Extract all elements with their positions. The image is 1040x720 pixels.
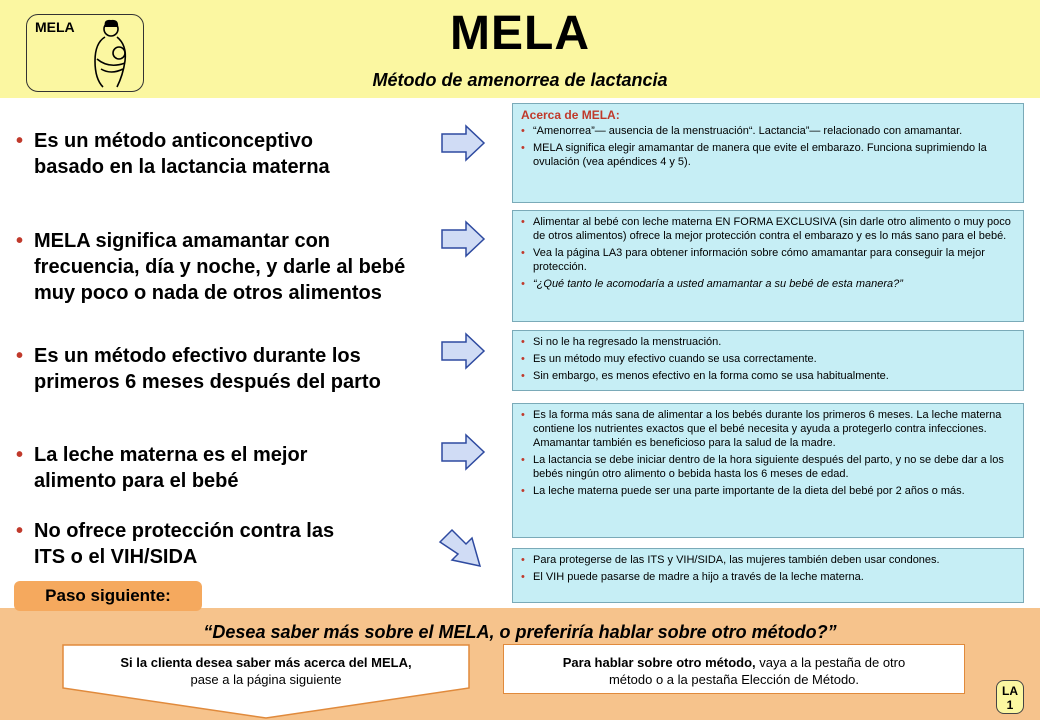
left-point-5: • No ofrece protección contra las ITS o el VIH/SIDA xyxy=(16,520,335,568)
list-item: • Sin embargo, es menos efectivo en la forma como se usa habitualmente. xyxy=(521,370,889,382)
list-item: • Es un método muy efectivo cuando se usa correctamente. xyxy=(521,353,817,365)
list-item: • “Amenorrea”— ausencia de la menstruación“. Lactancia”— relacionado con amamantar. xyxy=(521,125,963,137)
list-item: • La leche materna puede ser una parte importante de la dieta del bebé por 2 años o más. xyxy=(521,485,965,497)
list-item: • El VIH puede pasarse de madre a hijo a través de la leche materna. xyxy=(521,571,864,583)
page-title: MELA xyxy=(450,7,590,60)
left-point-2: • MELA significa amamantar con frecuencia, día y noche, y darle al bebé muy poco o nada de otros alimentos xyxy=(16,230,406,304)
footer-question: “Desea saber más sobre el MELA, o preferiría hablar sobre otro método?” xyxy=(203,622,837,642)
list-item: • Es la forma más sana de alimentar a los bebés durante los primeros 6 meses. La leche materna contiene los nutrientes exactos que el bebé necesita y ayuda a protegerlo contra infecciones. Amamantar también es beneficioso para la salud de la madre. xyxy=(521,409,1002,449)
list-item: • “¿Qué tanto le acomodaría a usted amamantar a su bebé de esta manera?” xyxy=(521,278,903,290)
left-point-4: • La leche materna es el mejor alimento para el bebé xyxy=(16,444,308,492)
other-method-cta[interactable]: Para hablar sobre otro método, vaya a la pestaña de otro método o a la pestaña Elección de Método. xyxy=(562,655,906,687)
left-point-3: • Es un método efectivo durante los primeros 6 meses después del parto xyxy=(16,345,381,393)
arrow-right-icon xyxy=(440,332,486,370)
bullet-dot: • xyxy=(16,130,24,152)
bullet-dot: • xyxy=(16,230,24,252)
info-box-sti-protection xyxy=(512,548,1024,603)
arrow-down-right-icon xyxy=(436,526,490,576)
info-box-effectiveness xyxy=(512,330,1024,391)
next-step-label: Paso siguiente: xyxy=(14,581,202,611)
arrow-right-icon xyxy=(440,124,486,162)
arrow-right-icon xyxy=(440,433,486,471)
list-item: • La lactancia se debe iniciar dentro de la hora siguiente después del parto, y no se debe dar a los bebés ningún otro alimento o bebida hasta los 6 meses de edad. xyxy=(521,454,1004,480)
arrow-right-icon xyxy=(440,220,486,258)
box-title: Acerca de MELA: xyxy=(521,108,620,122)
info-box-breast-milk xyxy=(512,403,1024,538)
bullet-dot: • xyxy=(16,520,24,542)
list-item: • Si no le ha regresado la menstruación. xyxy=(521,336,722,348)
page-subtitle: Método de amenorrea de lactancia xyxy=(372,70,668,90)
logo-label: MELA xyxy=(35,19,75,35)
list-item: • Alimentar al bebé con leche materna EN FORMA EXCLUSIVA (sin darle otro alimento o muy poco de otros alimentos) ofrece la mejor protección contra el embarazo y es lo más sano para el bebé. xyxy=(521,216,1011,242)
bullet-dot: • xyxy=(16,444,24,466)
left-point-1: • Es un método anticonceptivo basado en la lactancia materna xyxy=(16,130,330,178)
info-box-about-mela xyxy=(512,103,1024,203)
list-item: • MELA significa elegir amamantar de manera que evite el embarazo. Funciona suprimiendo la ovulación (vea apéndices 4 y 5). xyxy=(521,142,987,168)
bullet-dot: • xyxy=(16,345,24,367)
list-item: • Vea la página LA3 para obtener información sobre cómo amamantar para conseguir la mejor protección. xyxy=(521,247,985,273)
info-box-exclusive-feeding xyxy=(512,210,1024,322)
next-page-cta[interactable]: Si la clienta desea saber más acerca del MELA, pase a la página siguiente xyxy=(120,655,412,687)
list-item: • Para protegerse de las ITS y VIH/SIDA, las mujeres también deben usar condones. xyxy=(521,554,940,566)
page-tab-la1[interactable]: LA 1 xyxy=(996,680,1024,714)
